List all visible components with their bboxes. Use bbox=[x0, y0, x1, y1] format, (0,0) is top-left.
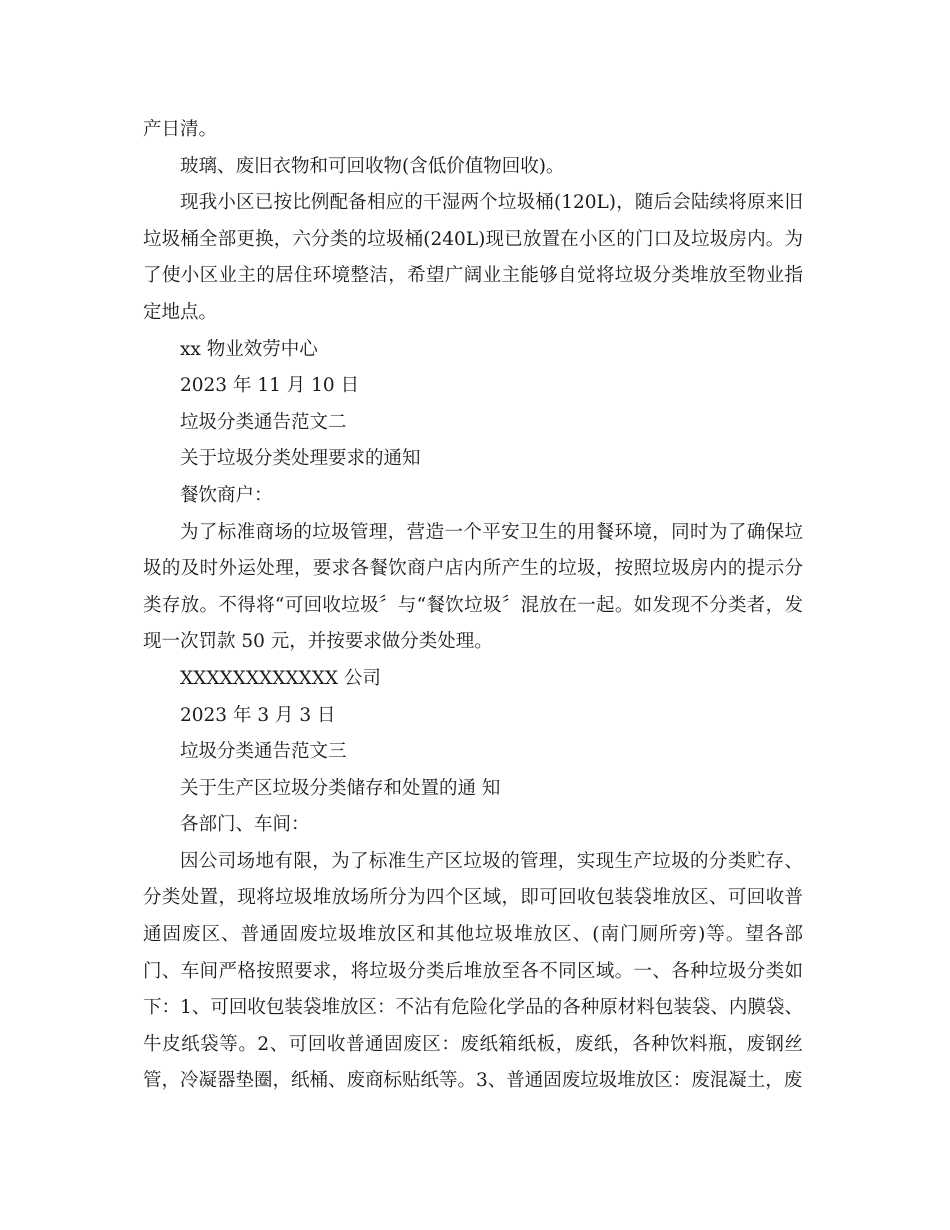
paragraph-production-notice: 因公司场地有限，为了标准生产区垃圾的管理，实现生产垃圾的分类贮存、分类处置，现将垃圾堆放场所分为四个区域，即可回收包装袋堆放区、可回收普通固废区、普通固废垃圾堆放区和其他垃圾堆放区、(南门厕所旁)等。望各部门、车间严格按照要求，将垃圾分类后堆放至各不同区域。一、各种垃圾分类如下：1、可回收包装袋堆放区：不沾有危险化学品的各种原材料包装袋、内膜袋、牛皮纸袋等。2、可回收普通固废区：废纸箱纸板，废纸，各种饮料瓶，废钢丝管，冷凝器垫圈，纸桶、废商标贴纸等。3、普通固废垃圾堆放区：废混凝土，废 bbox=[143, 850, 803, 1092]
section-title-3: 垃圾分类通告范文三 bbox=[180, 741, 347, 763]
addressee-2: 餐饮商户： bbox=[180, 484, 273, 506]
addressee-3: 各部门、车间： bbox=[180, 814, 310, 836]
notice-title-3: 关于生产区垃圾分类储存和处置的通 知 bbox=[180, 777, 501, 799]
date-line-2: 2023 年 3 月 3 日 bbox=[180, 704, 336, 726]
paragraph-continuation: 产日清。 bbox=[143, 119, 218, 140]
date-line-1: 2023 年 11 月 10 日 bbox=[180, 375, 360, 397]
paragraph-restaurant-notice: 为了标准商场的垃圾管理，营造一个平安卫生的用餐环境，同时为了确保垃圾的及时外运处理，要求各餐饮商户店内所产生的垃圾，按照垃圾房内的提示分类存放。不得将“可回收垃圾〞与“餐饮垃圾〞混放在一起。如发现不分类者，发现一次罚款 50 元，并按要求做分类处理。 bbox=[143, 521, 803, 653]
paragraph-recyclables: 玻璃、废旧衣物和可回收物(含低价值物回收)。 bbox=[180, 155, 565, 177]
signature-company: XXXXXXXXXXXX 公司 bbox=[180, 667, 381, 689]
signature-property-center: xx 物业效劳中心 bbox=[180, 338, 318, 360]
document-body bbox=[143, 112, 803, 1100]
paragraph-bins-notice: 现我小区已按比例配备相应的干湿两个垃圾桶(120L)，随后会陆续将原来旧垃圾桶全部更换，六分类的垃圾桶(240L)现已放置在小区的门口及垃圾房内。为了使小区业主的居住环境整洁，希望广阔业主能够自觉将垃圾分类堆放至物业指定地点。 bbox=[143, 192, 803, 323]
section-title-2: 垃圾分类通告范文二 bbox=[180, 411, 347, 433]
notice-title-2: 关于垃圾分类处理要求的通知 bbox=[180, 448, 421, 470]
